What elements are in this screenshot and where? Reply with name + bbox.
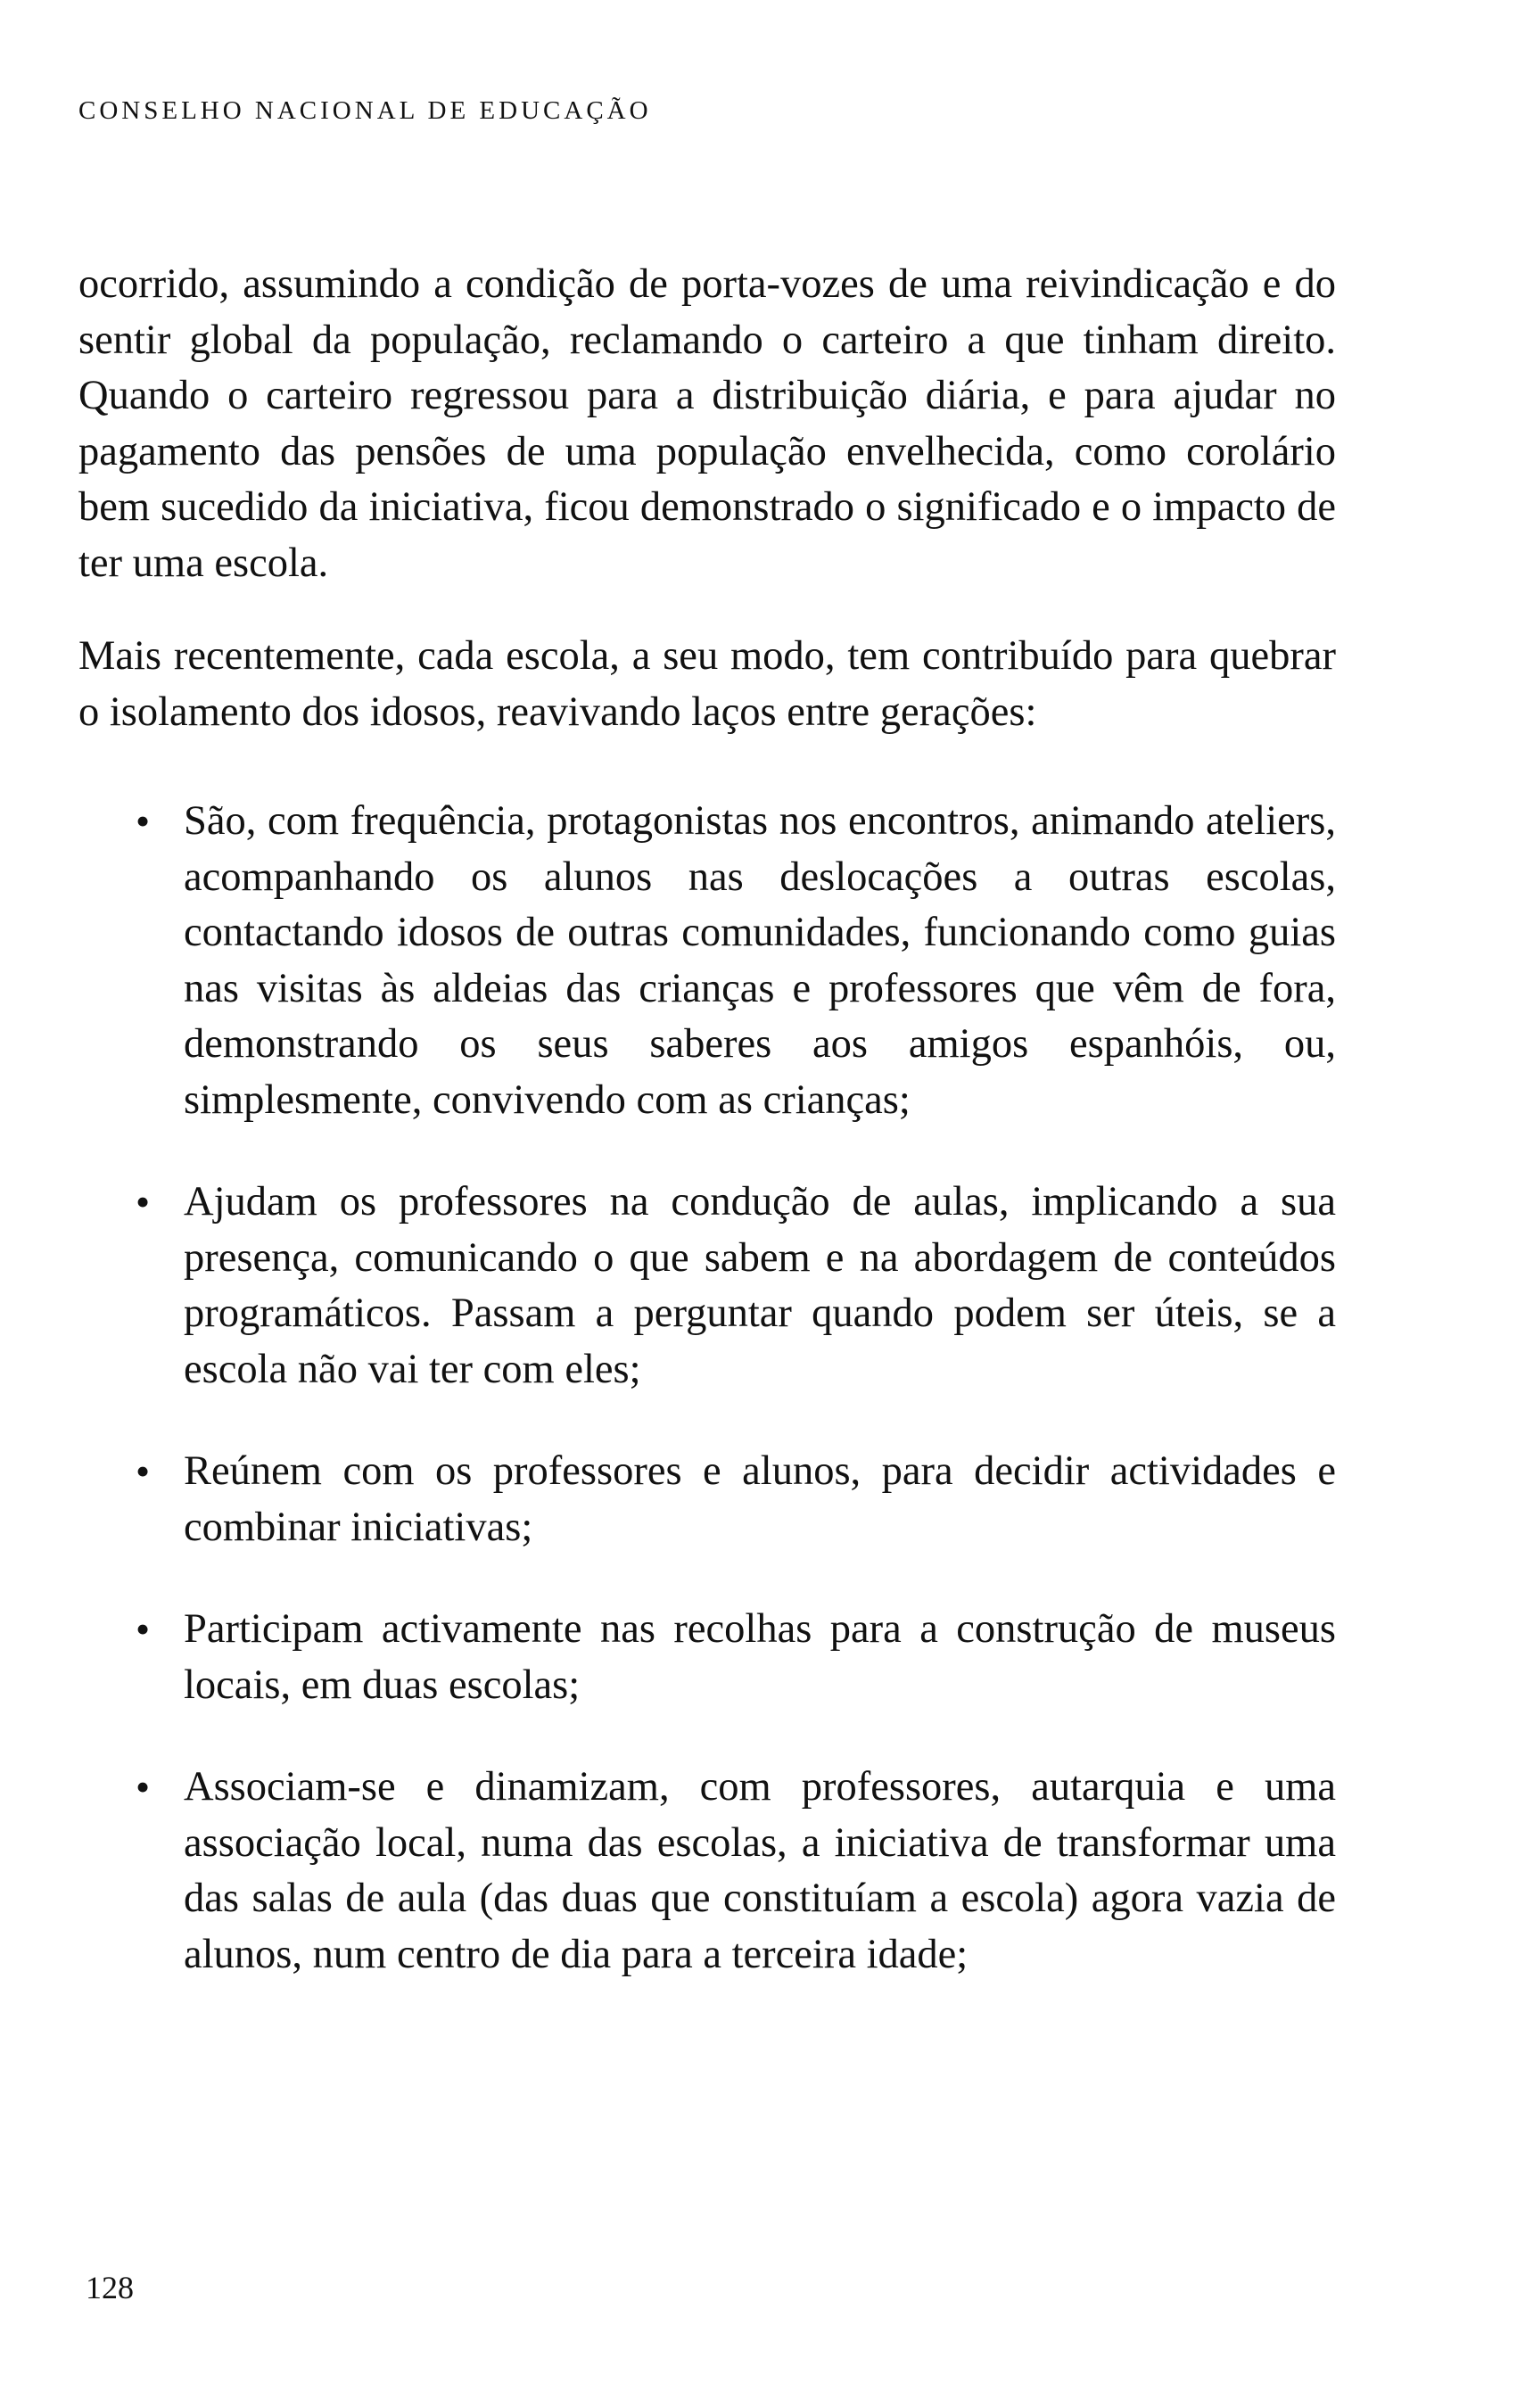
list-item: [78, 1760, 1336, 1983]
bullet-marker: •: [136, 1764, 151, 1810]
list-item: [78, 1602, 1336, 1713]
paragraph-intro: Mais recentemente, cada escola, a seu modo, tem contribuído para quebrar o isolamento dos idosos, reavivando laços entre gerações:: [78, 633, 1336, 735]
bullet-marker: •: [136, 1179, 151, 1225]
list-item-text: São, com frequência, protagonistas nos encontros, animando ateliers, acompanhando os alunos nas deslocações a outras escolas, contactando idosos de outras comunidades, funcionando como guias nas visitas às aldeias das crianças e professores que vêm de fora, demonstrando os seus saberes aos amigos espanhóis, ou, simplesmente, convivendo com as crianças;: [184, 798, 1336, 1123]
bullet-list: [78, 794, 1336, 1983]
paragraph-continuation: ocorrido, assumindo a condição de porta-vozes de uma reivindicação e do sentir global da população, reclamando o carteiro a que tinham direito. Quando o carteiro regressou para a distribuição diária, e para ajudar no pagamento das pensões de uma população envelhecida, como corolário bem sucedido da iniciativa, ficou demonstrado o significado e o impacto de ter uma escola.: [78, 261, 1336, 586]
running-header: CONSELHO NACIONAL DE EDUCAÇÃO: [78, 96, 652, 125]
list-item: [78, 1175, 1336, 1398]
bullet-marker: •: [136, 1606, 151, 1652]
page-number: 128: [86, 2270, 134, 2305]
bullet-marker: •: [136, 1448, 151, 1494]
list-item-text: Associam-se e dinamizam, com professores, autarquia e uma associação local, numa das escolas, a iniciativa de transformar uma das salas de aula (das duas que constituíam a escola) agora vazia de alunos, num centro de dia para a terceira idade;: [184, 1764, 1336, 1977]
bullet-marker: •: [136, 798, 151, 844]
list-item: [78, 794, 1336, 1128]
page-body: [78, 257, 1336, 1983]
list-item-text: Ajudam os professores na condução de aulas, implicando a sua presença, comunicando o que sabem e na abordagem de conteúdos programáticos. Passam a perguntar quando podem ser úteis, se a escola não vai ter com eles;: [184, 1179, 1336, 1392]
list-item: [78, 1444, 1336, 1555]
list-item-text: Reúnem com os professores e alunos, para decidir actividades e combinar iniciativas;: [184, 1448, 1336, 1550]
list-item-text: Participam activamente nas recolhas para a construção de museus locais, em duas escolas;: [184, 1606, 1336, 1708]
